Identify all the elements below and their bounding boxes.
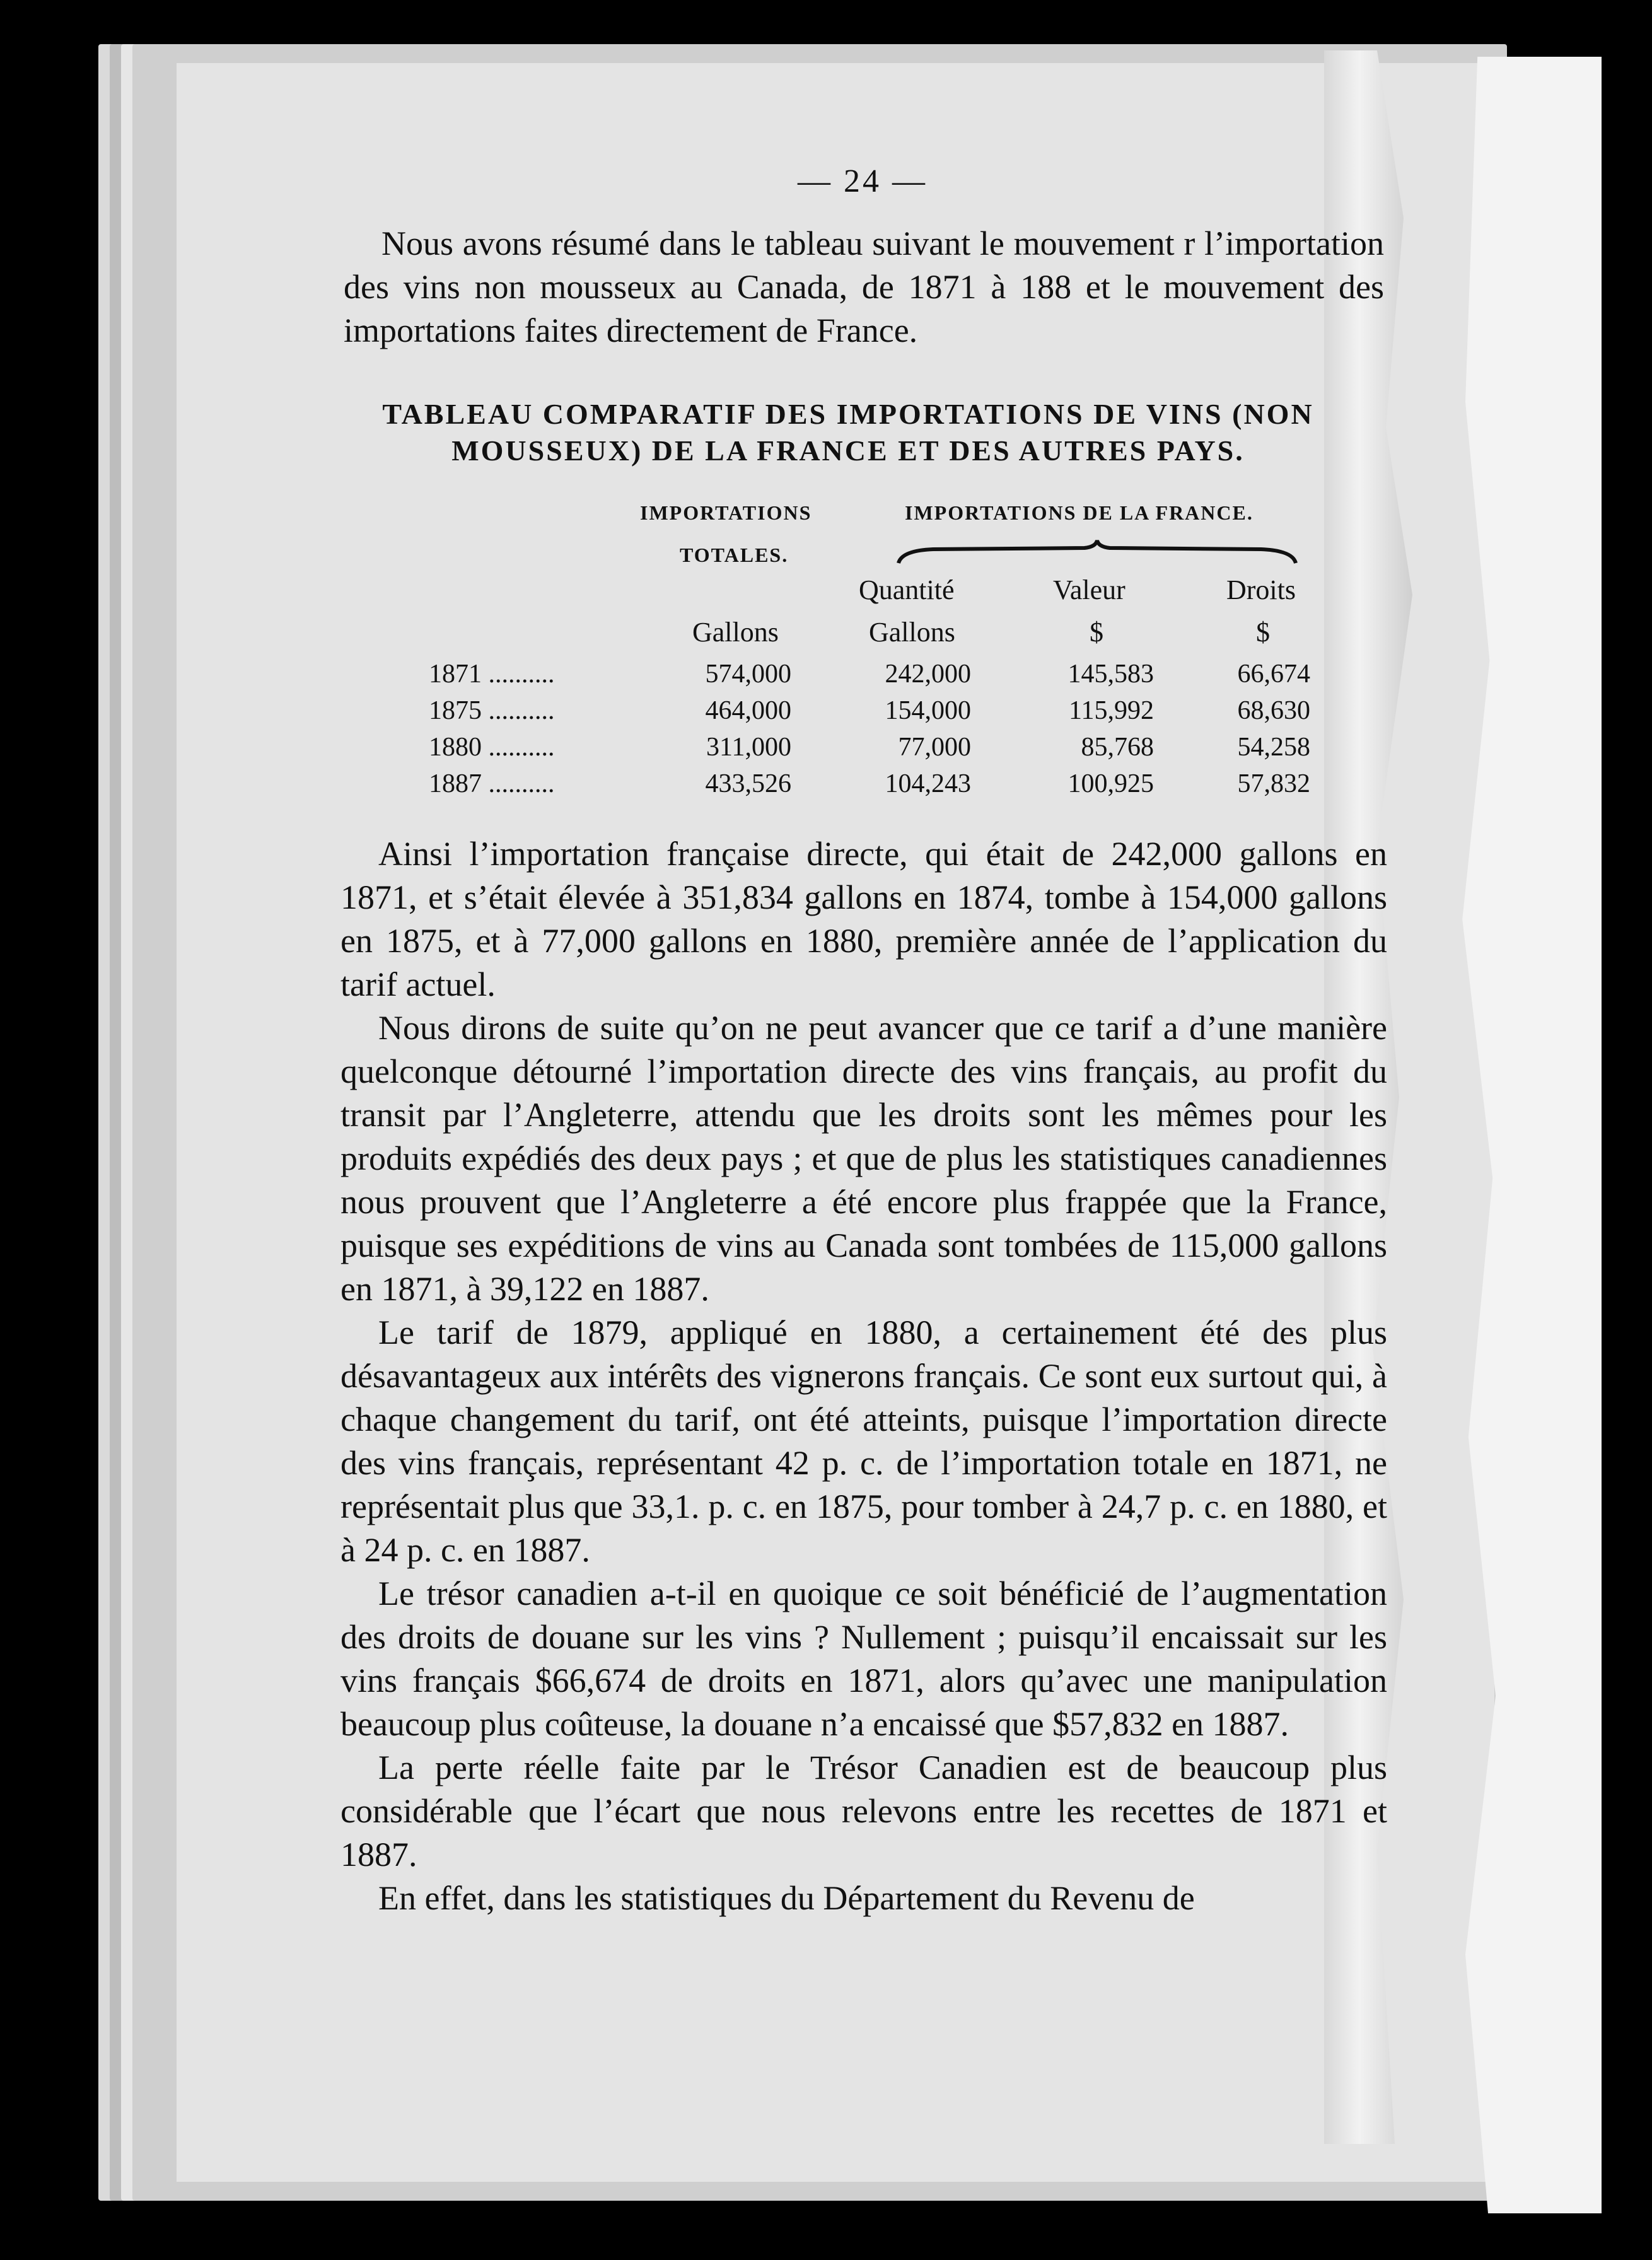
cell-droits: 57,832 <box>1237 769 1310 798</box>
row-year: 1887 .......... <box>429 769 555 798</box>
table-title-line-1: TABLEAU COMPARATIF DES IMPORTATIONS DE VINS (NON <box>382 398 1314 430</box>
row-year: 1875 .......... <box>429 696 555 725</box>
paragraph: Ainsi l’importation française directe, qui était de 242,000 gallons en 1871, et s’était élevée à 351,834 gallons en 1874, tombe à 154,000 gallons en 1875, et à 77,000 gallons en 1880, première année de l’application du tarif actuel. <box>340 835 1387 1003</box>
cell-valeur: 100,925 <box>1067 769 1154 798</box>
cell-droits: 66,674 <box>1237 660 1310 689</box>
header-quantite: Quantité <box>859 574 955 605</box>
cell-droits: 68,630 <box>1237 696 1310 725</box>
unit-totales: Gallons <box>692 617 779 648</box>
intro-text: Nous avons résumé dans le tableau suivant le mouvement r l’importation des vins non mousseux au Canada, de 1871 à 188 et le mouvement des importations faites directement de France. <box>344 224 1384 349</box>
header-totales: TOTALES. <box>680 544 789 566</box>
paragraph: Le tarif de 1879, appliqué en 1880, a certainement été des plus désavantageux aux intérêts des vignerons français. Ce sont eux surtout qui, à chaque changement du tarif, ont été atteints, puisque l’importation directe des vins français, représentant 42 p. c. de l’importation totale en 1871, ne représentait plus que 33,1. p. c. en 1875, pour tomber à 24,7 p. c. en 1880, et à 24 p. c. en 1887. <box>340 1313 1387 1569</box>
header-droits: Droits <box>1226 574 1296 605</box>
cell-quantite: 154,000 <box>885 696 971 725</box>
unit-droits: $ <box>1256 617 1270 648</box>
header-importations-totales: IMPORTATIONS <box>640 501 812 524</box>
cell-quantite: 104,243 <box>885 769 971 798</box>
table-title-line-2: MOUSSEUX) DE LA FRANCE ET DES AUTRES PAYS. <box>451 434 1245 467</box>
table-title <box>344 396 1352 469</box>
cell-totales: 311,000 <box>706 733 791 762</box>
paragraph: Nous dirons de suite qu’on ne peut avancer que ce tarif a d’une manière quelconque détourné l’importation directe des vins français, au profit du transit par l’Angleterre, attendu que les droits sont les mêmes pour les produits expédiés des deux pays ; et que de plus les statistiques canadiennes nous prouvent que l’Angleterre a été encore plus frappée que la France, puisque ses expéditions de vins au Canada sont tombées de 115,000 gallons en 1871, à 39,122 en 1887. <box>340 1009 1387 1308</box>
cell-valeur: 85,768 <box>1081 733 1154 762</box>
header-importations-france: IMPORTATIONS DE LA FRANCE. <box>905 501 1254 524</box>
row-year: 1880 .......... <box>429 733 555 762</box>
cell-quantite: 77,000 <box>898 733 971 762</box>
cell-droits: 54,258 <box>1237 733 1310 762</box>
row-year: 1871 .......... <box>429 660 555 689</box>
cell-totales: 464,000 <box>705 696 791 725</box>
cell-valeur: 145,583 <box>1067 660 1154 689</box>
intro-paragraph <box>344 222 1384 352</box>
cell-totales: 433,526 <box>705 769 791 798</box>
body-text <box>340 832 1387 1920</box>
header-valeur: Valeur <box>1053 574 1126 605</box>
cell-quantite: 242,000 <box>885 660 971 689</box>
unit-quantite: Gallons <box>869 617 955 648</box>
page-number: — 24 — <box>798 163 928 199</box>
unit-valeur: $ <box>1090 617 1103 648</box>
paragraph: En effet, dans les statistiques du Département du Revenu de <box>378 1879 1195 1917</box>
paragraph: Le trésor canadien a-t-il en quoique ce soit bénéficié de l’augmentation des droits de douane sur les vins ? Nullement ; puisqu’il encaissait sur les vins français $66,674 de droits en 1871, alors qu’avec une manipulation beaucoup plus coûteuse, la douane n’a encaissé que $57,832 en 1887. <box>340 1575 1387 1743</box>
cell-totales: 574,000 <box>705 660 791 689</box>
paragraph: La perte réelle faite par le Trésor Canadien est de beaucoup plus considérable que l’écart que nous relevons entre les recettes de 1871 et 1887. <box>340 1749 1387 1873</box>
cell-valeur: 115,992 <box>1069 696 1154 725</box>
